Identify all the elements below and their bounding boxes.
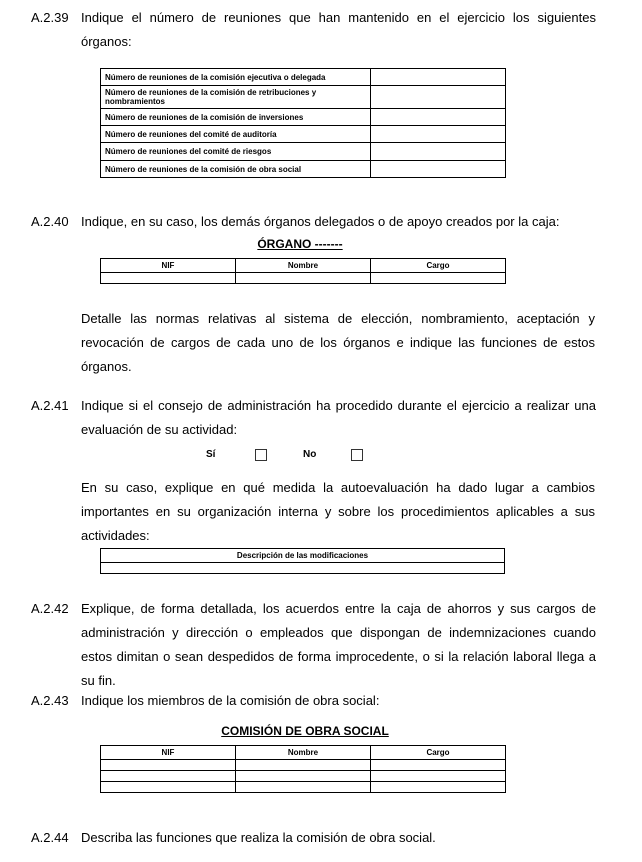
table-cell[interactable]: [101, 273, 236, 284]
section-number: A.2.40: [31, 214, 69, 229]
meetings-value-cell[interactable]: [371, 69, 506, 86]
table-cell[interactable]: [371, 782, 506, 793]
evaluation-detail-text: En su caso, explique en qué medida la autoevaluación ha dado lugar a cambios importantes en su organización interna y sobre los procedimientos aplicables a sus actividades:: [81, 480, 595, 543]
meetings-value-cell[interactable]: [371, 109, 506, 126]
meetings-row-label: Número de reuniones de la comisión de obra social: [101, 161, 371, 178]
no-label: No: [303, 449, 317, 460]
modifications-table: [100, 548, 505, 574]
meetings-row-label: Número de reuniones del comité de auditoría: [101, 126, 371, 143]
obra-social-table: [100, 745, 506, 793]
meetings-row-label: Número de reuniones de la comisión de retribuciones y nombramientos: [101, 86, 371, 109]
no-checkbox[interactable]: [351, 449, 363, 461]
table-cell[interactable]: [371, 760, 506, 771]
column-header-cargo: Cargo: [371, 746, 506, 760]
meetings-row-label: Número de reuniones del comité de riesgos: [101, 143, 371, 161]
table-cell[interactable]: [371, 771, 506, 782]
column-header-descripcion: Descripción de las modificaciones: [101, 549, 505, 563]
section-number: A.2.44: [31, 830, 69, 845]
table-cell[interactable]: [101, 760, 236, 771]
section-text: Describa las funciones que realiza la comisión de obra social.: [81, 830, 436, 845]
table-cell[interactable]: [101, 563, 505, 574]
meetings-value-cell[interactable]: [371, 143, 506, 161]
column-header-nombre: Nombre: [236, 746, 371, 760]
meetings-row-label: Número de reuniones de la comisión ejecutiva o delegada: [101, 69, 371, 86]
meetings-table: [100, 68, 506, 178]
section-text: Indique el número de reuniones que han mantenido en el ejercicio los siguientes órganos:: [81, 10, 596, 49]
yes-checkbox[interactable]: [255, 449, 267, 461]
section-a239: [31, 6, 596, 54]
obra-social-caption: COMISIÓN DE OBRA SOCIAL: [221, 724, 389, 738]
column-header-cargo: Cargo: [371, 259, 506, 273]
section-number: A.2.39: [31, 10, 69, 25]
organo-caption: ÓRGANO -------: [257, 237, 343, 251]
table-cell[interactable]: [101, 782, 236, 793]
section-text: Explique, de forma detallada, los acuerdos entre la caja de ahorros y sus cargos de administración y dirección o empleados que dispongan de indemnizaciones cuando estos dimitan o sean despedidos de forma improcedente, o si la relación laboral llega a su fin.: [81, 601, 596, 688]
meetings-value-cell[interactable]: [371, 161, 506, 178]
section-number: A.2.43: [31, 693, 69, 708]
table-cell[interactable]: [236, 771, 371, 782]
section-number: A.2.41: [31, 398, 69, 413]
section-a243: [31, 689, 596, 713]
section-a244: [31, 826, 596, 850]
table-cell[interactable]: [236, 760, 371, 771]
organo-detail-text: Detalle las normas relativas al sistema de elección, nombramiento, aceptación y revocación de cargos de cada uno de los órganos e indique las funciones de estos órganos.: [81, 311, 595, 374]
table-cell[interactable]: [236, 782, 371, 793]
meetings-value-cell[interactable]: [371, 86, 506, 109]
table-cell[interactable]: [236, 273, 371, 284]
column-header-nif: NIF: [101, 259, 236, 273]
meetings-value-cell[interactable]: [371, 126, 506, 143]
yes-label: Sí: [206, 449, 216, 460]
table-cell[interactable]: [371, 273, 506, 284]
section-number: A.2.42: [31, 601, 69, 616]
column-header-nif: NIF: [101, 746, 236, 760]
section-a240: [31, 210, 596, 234]
section-text: Indique, en su caso, los demás órganos delegados o de apoyo creados por la caja:: [81, 214, 560, 229]
column-header-nombre: Nombre: [236, 259, 371, 273]
section-a242: [31, 597, 596, 693]
organo-table: [100, 258, 506, 284]
meetings-row-label: Número de reuniones de la comisión de inversiones: [101, 109, 371, 126]
section-text: Indique los miembros de la comisión de obra social:: [81, 693, 380, 708]
section-text: Indique si el consejo de administración ha procedido durante el ejercicio a realizar una evaluación de su actividad:: [81, 398, 596, 437]
table-cell[interactable]: [101, 771, 236, 782]
section-a241: [31, 394, 596, 442]
